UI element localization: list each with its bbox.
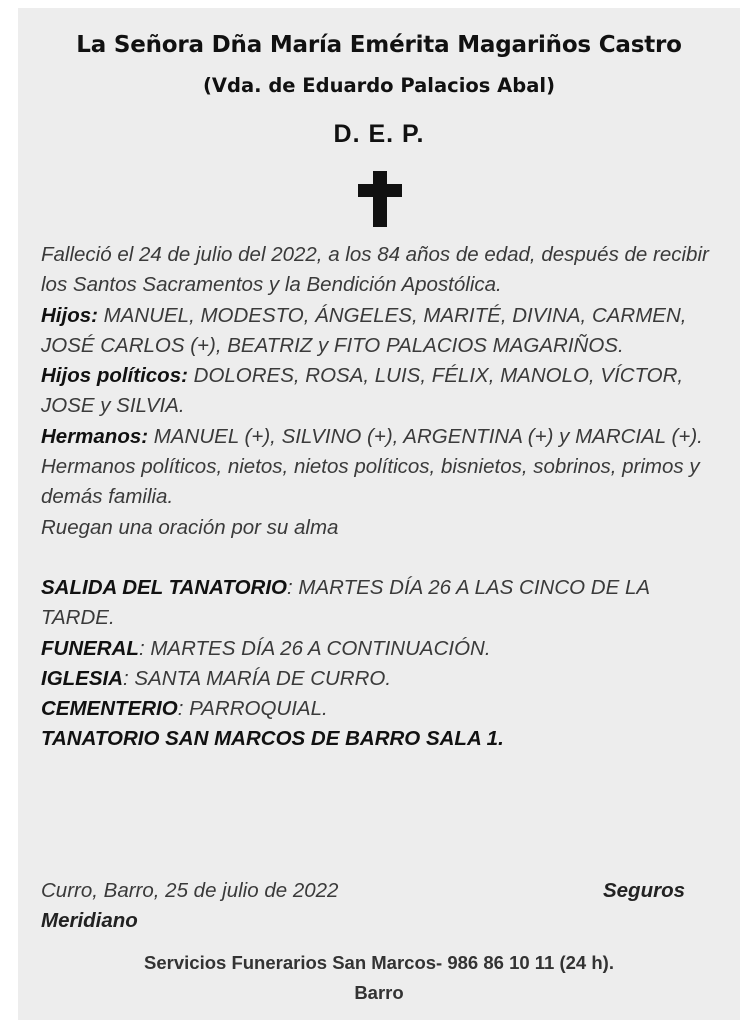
services-phone-line: Servicios Funerarios San Marcos- 986 86 10 11 (24 h). <box>144 952 614 973</box>
children-names: MANUEL, MODESTO, ÁNGELES, MARITÉ, DIVINA, CARMEN, JOSÉ CARLOS (+), BEATRIZ y FITO PALACIOS MAGARIÑOS. <box>41 303 687 357</box>
siblings-line <box>41 422 709 452</box>
place-date: Curro, Barro, 25 de julio de 2022 <box>41 879 339 902</box>
funeral-line <box>41 634 709 664</box>
services-location: Barro <box>354 982 404 1003</box>
funeral-label: FUNERAL <box>41 636 139 660</box>
footer-signature <box>41 876 685 932</box>
funeral-home-line <box>41 724 709 754</box>
family-text: Hermanos políticos, nietos, nietos políticos, bisnietos, sobrinos, primos y demás familia. <box>41 455 700 509</box>
children-line <box>41 301 709 362</box>
rip-text: D. E. P. <box>333 120 425 148</box>
latin-cross-icon <box>358 171 402 227</box>
departure-value: : MARTES DÍA 26 A LAS CINCO DE LA TARDE. <box>41 575 650 630</box>
departure-label: SALIDA DEL TANATORIO <box>41 575 287 599</box>
church-value: : SANTA MARÍA DE CURRO. <box>123 666 392 690</box>
cemetery-value: : PARROQUIAL. <box>177 697 328 721</box>
obituary-card <box>18 8 740 1020</box>
siblings-names: MANUEL (+), SILVINO (+), ARGENTINA (+) y MARCIAL (+). <box>148 424 703 448</box>
church-label: IGLESIA <box>41 666 124 690</box>
departure-line <box>41 573 709 634</box>
in-laws-label: Hijos políticos: <box>41 364 188 388</box>
funeral-home-text: TANATORIO SAN MARCOS DE BARRO SALA 1. <box>41 727 504 751</box>
funeral-value: : MARTES DÍA 26 A CONTINUACIÓN. <box>138 636 491 660</box>
deceased-name: La Señora Dña María Emérita Magariños Castro <box>76 32 682 58</box>
company-name-part2: Meridiano <box>41 909 138 932</box>
church-line <box>41 664 709 694</box>
siblings-label: Hermanos: <box>41 424 149 448</box>
in-laws-line <box>41 361 709 422</box>
prayer-request: Ruegan una oración por su alma <box>41 515 339 539</box>
widow-line: (Vda. de Eduardo Palacios Abal) <box>203 74 555 97</box>
intro-text: Falleció el 24 de julio del 2022, a los 84 años de edad, después de recibir los Santos Sacramentos y la Bendición Apostólica. <box>41 243 709 297</box>
cemetery-line <box>41 694 709 724</box>
obituary-body <box>41 240 709 755</box>
funeral-services-info <box>18 948 740 1008</box>
children-label: Hijos: <box>41 303 98 327</box>
company-name-part1: Seguros <box>602 879 685 902</box>
cemetery-label: CEMENTERIO <box>41 697 178 721</box>
in-laws-names: DOLORES, ROSA, LUIS, FÉLIX, MANOLO, VÍCTOR, JOSE y SILVIA. <box>41 364 684 418</box>
